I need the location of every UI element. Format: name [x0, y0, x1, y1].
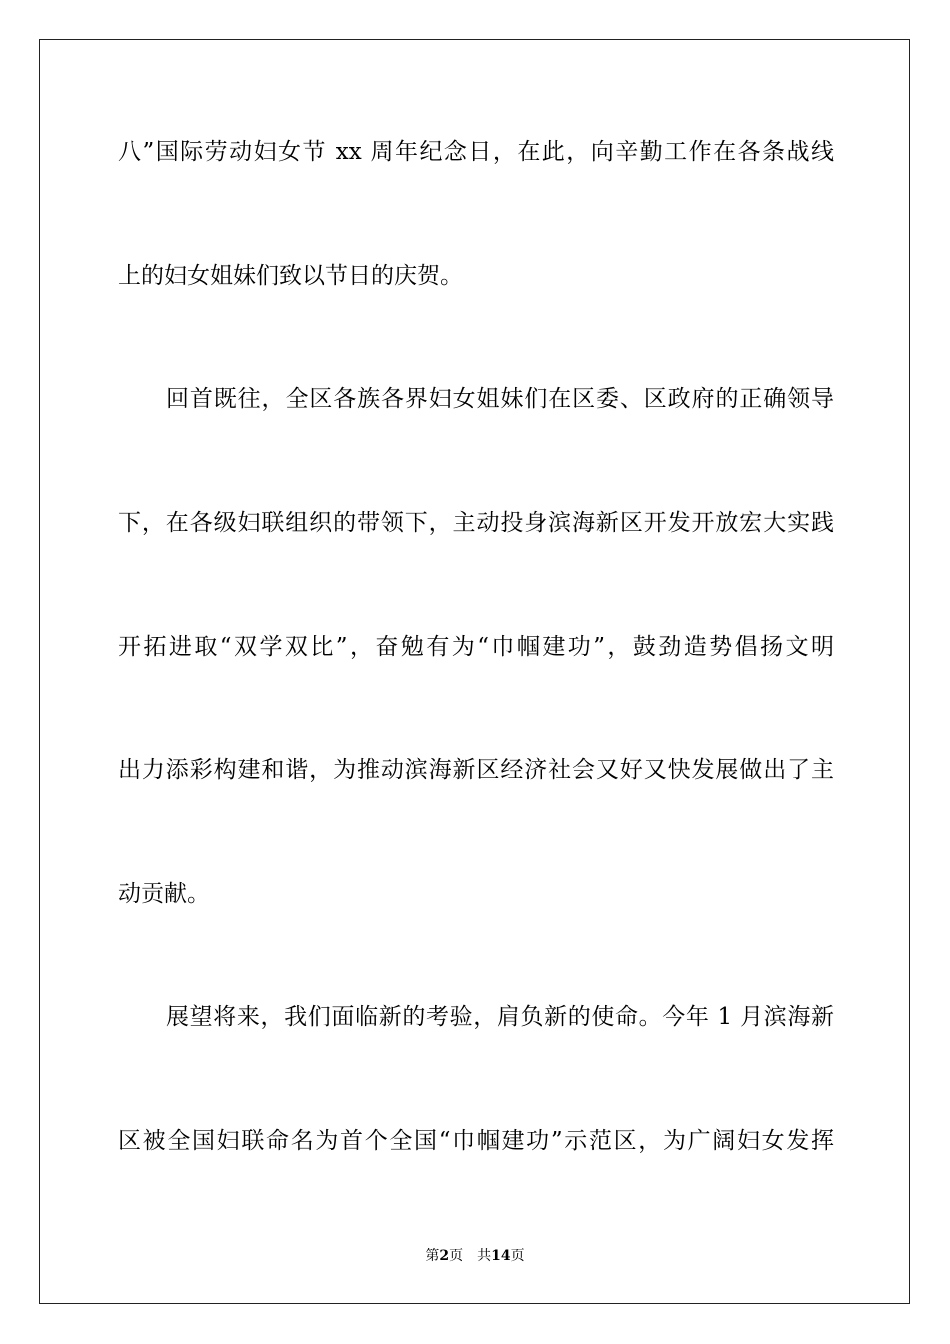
text-line: 八”国际劳动妇女节 xx 周年纪念日，在此，向辛勤工作在各条战线 [118, 139, 834, 165]
page-prefix: 第 [425, 1248, 440, 1264]
text-line: 动贡献。 [118, 881, 210, 907]
text-line: 上的妇女姐妹们致以节日的庆贺。 [118, 263, 463, 289]
page-suffix: 页 [449, 1248, 464, 1264]
text-line: 开拓进取“双学双比”，奋勉有为“巾帼建功”，鼓劲造势倡扬文明 [118, 634, 834, 660]
page-footer [0, 1247, 950, 1265]
text-line: 出力添彩构建和谐，为推动滨海新区经济社会又好又快发展做出了主 [118, 757, 834, 783]
page-number: 2 [439, 1248, 450, 1264]
text-line: 区被全国妇联命名为首个全国“巾帼建功”示范区，为广阔妇女发挥 [118, 1128, 834, 1154]
text-line: 下，在各级妇联组织的带领下，主动投身滨海新区开发开放宏大实践 [118, 510, 834, 536]
paragraph-first-line: 展望将来，我们面临新的考验，肩负新的使命。今年 1 月滨海新 [166, 1004, 834, 1030]
page-border [39, 39, 910, 1304]
total-suffix: 页 [510, 1248, 525, 1264]
total-prefix: 共 [477, 1248, 492, 1264]
paragraph-first-line: 回首既往，全区各族各界妇女姐妹们在区委、区政府的正确领导 [166, 386, 834, 412]
total-pages: 14 [491, 1248, 511, 1264]
